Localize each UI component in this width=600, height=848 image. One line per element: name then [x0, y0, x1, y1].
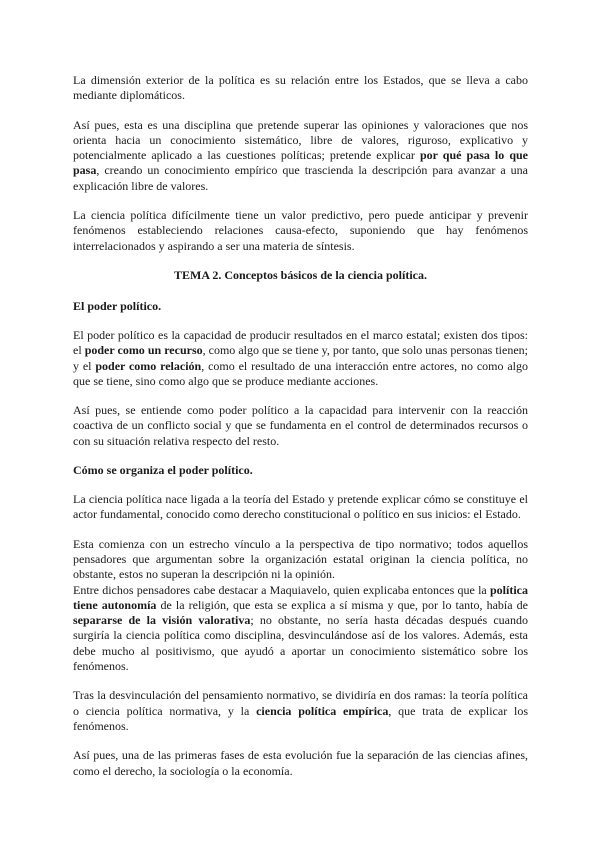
text-run: , que trata de explicar los fenómenos. [73, 703, 528, 733]
paragraph-poder-capacity: Así pues, se entiende como poder político a la capacidad para intervenir con la reacción coactiva de un conflicto social y que se fundamenta en el control de determinados recursos o con su situación relativa respecto del resto. [73, 403, 528, 448]
paragraph-ramas [73, 688, 528, 734]
text-run: Así pues, esta es una disciplina que pretende superar las opiniones y valoraciones que nos orienta hacia un conocimiento sistemático, libre de valores, riguroso, explicativo y potencialmente aplicado a las cuestiones políticas; pretende explicar [73, 117, 528, 163]
paragraph-discipline [73, 118, 528, 194]
bold-phrase: política tiene autonomía [73, 582, 528, 612]
chapter-title: TEMA 2. Conceptos básicos de la ciencia política. [174, 267, 427, 282]
text-run: , como el resultado de una interacción entre actores, no como algo que se tiene, sino como algo que se produce mediante acciones. [73, 358, 528, 388]
bold-phrase: por qué pasa lo que pasa [73, 148, 528, 178]
bold-phrase: poder como relación [95, 358, 202, 373]
paragraph-poder-definition [73, 328, 528, 389]
text-run: ; no obstante, no sería hasta décadas después cuando surgiría la ciencia política como disciplina, desvinculándose así de los valores. Además, esta debe mucho al positivismo, que ayudó a aportar un conocimiento sistemático sobre los fenómenos. [73, 613, 528, 674]
section-heading-organiza: Cómo se organiza el poder político. [73, 463, 253, 478]
text-run: , como algo que se tiene y, por tanto, que solo unas personas tienen; y el [73, 343, 528, 373]
paragraph-teoria-estado: La ciencia política nace ligada a la teoría del Estado y pretende explicar cómo se constituye el actor fundamental, conocido como derecho constitucional o político en sus inicios: el Estado. [73, 492, 528, 522]
text-run: de la religión, que esta se explica a sí misma y que, por lo tanto, había de [156, 597, 528, 612]
paragraph-normativo: Esta comienza con un estrecho vínculo a la perspectiva de tipo normativo; todos aquellos pensadores que argumentan sobre la organización estatal originan la ciencia política, no obstante, estos no superan la descripción ni la opinión. [73, 536, 528, 582]
paragraph-diplomacy: La dimensión exterior de la política es su relación entre los Estados, que se lleva a cabo mediante diplomáticos. [73, 73, 528, 103]
text-run: , creando un conocimiento empírico que trascienda la descripción para avanzar a una explicación libre de valores. [73, 163, 528, 193]
paragraph-predictive: La ciencia política difícilmente tiene un valor predictivo, pero puede anticipar y prevenir fenómenos estableciendo relaciones causa-efecto, suponiendo que hay fenómenos interrelacionados y aspirando a ser una materia de síntesis. [73, 208, 528, 253]
bold-phrase: poder como un recurso [84, 343, 203, 358]
section-heading-poder: El poder político. [73, 298, 162, 313]
paragraph-maquiavelo [73, 583, 528, 675]
paragraph-fases: Así pues, una de las primeras fases de esta evolución fue la separación de las ciencias afines, como el derecho, la sociología o la economía. [73, 748, 528, 778]
text-run: Tras la desvinculación del pensamiento normativo, se dividiría en dos ramas: la teoría política o ciencia política normativa, y la [73, 688, 528, 718]
text-run: El poder político es la capacidad de producir resultados en el marco estatal; existen dos tipos: el [73, 327, 528, 358]
text-run: Entre dichos pensadores cabe destacar a Maquiavelo, quien explicaba entonces que la [73, 582, 490, 597]
bold-phrase: separarse de la visión valorativa [73, 613, 251, 628]
bold-phrase: ciencia política empírica [256, 703, 389, 718]
